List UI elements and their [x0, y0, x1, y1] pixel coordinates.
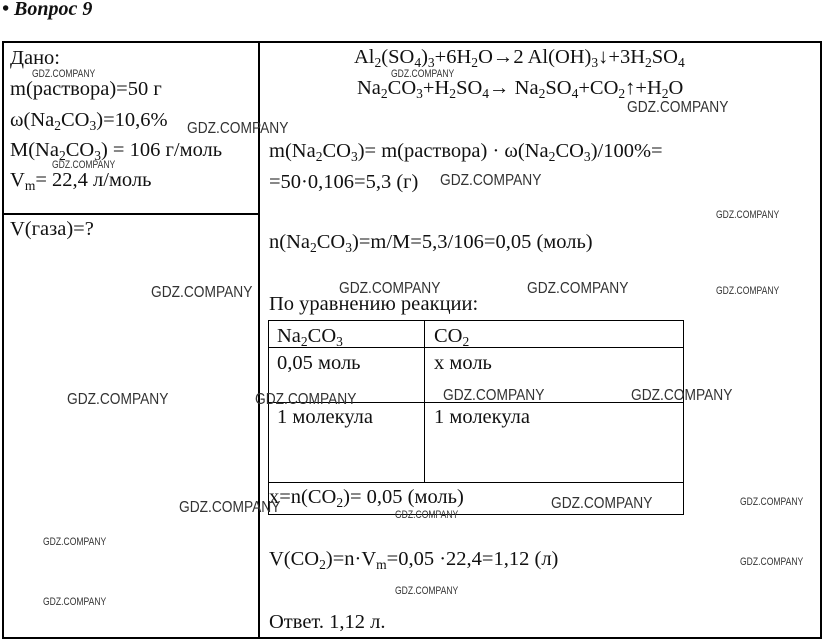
watermark: GDZ.COMPANY [52, 159, 116, 171]
ratio-table-top [268, 320, 684, 321]
ratio-table-mid-vertical [424, 320, 425, 482]
watermark: GDZ.COMPANY [43, 536, 107, 548]
frame-left-border [2, 41, 4, 639]
given-molar-mass: $M(Na_2CO_3) = 106$ г/моль [10, 139, 223, 164]
frame-top-border [2, 41, 822, 43]
ratio-head-product: $CO_2$ [434, 325, 470, 350]
watermark: GDZ.COMPANY [395, 585, 459, 597]
ratio-row1-reactant: 0,05 моль [277, 352, 361, 374]
watermark: GDZ.COMPANY [716, 285, 780, 297]
given-find-divider [2, 213, 260, 215]
moles-calculation: $n(Na_2CO_3)=m/M=5,3/106=0,05$ (моль) [269, 231, 593, 256]
ratio-row2-reactant: 1 молекула [277, 406, 374, 428]
watermark: GDZ.COMPANY [443, 387, 545, 404]
watermark: GDZ.COMPANY [339, 280, 441, 297]
watermark: GDZ.COMPANY [187, 120, 289, 137]
mass-calculation-line1: $m(Na_2CO_3)=$ m(раствора) · $\omega(Na_2CO_3)/100\%=$ [269, 140, 663, 165]
reaction-1: $Al_2(SO_4)_3+6H_2O\to 2$ $Al(OH)_3↓+3H_2SO_4$ [354, 46, 685, 71]
watermark: GDZ.COMPANY [716, 209, 780, 221]
watermark: GDZ.COMPANY [391, 68, 455, 80]
mass-calculation-line2: =50·0,106=5,3 (г) [269, 171, 419, 193]
watermark: GDZ.COMPANY [440, 172, 542, 189]
find-label: V(газа)=? [10, 218, 94, 240]
ratio-table-right [683, 320, 684, 515]
given-label: Дано: [10, 47, 60, 69]
watermark: GDZ.COMPANY [527, 280, 629, 297]
given-molar-volume: $V_m= 22,4$ л/моль [10, 169, 152, 194]
watermark: GDZ.COMPANY [740, 556, 804, 568]
watermark: GDZ.COMPANY [631, 387, 733, 404]
watermark: GDZ.COMPANY [627, 99, 729, 116]
ratio-head-reactant: $Na_2CO_3$ [277, 325, 343, 350]
reaction-2: $Na_2CO_3+H_2SO_4\to$ $Na_2SO_4+CO_2↑+H_2O$ [357, 77, 684, 102]
answer: Ответ. 1,12 л. [269, 611, 386, 633]
watermark: GDZ.COMPANY [32, 68, 96, 80]
ratio-table-bottom [268, 514, 684, 515]
watermark: GDZ.COMPANY [551, 495, 653, 512]
volume-calculation: $V(CO_2)=n\cdot V_m=0,05 \cdot 22,4=1,12$ (л) [269, 548, 559, 573]
ratio-row2-product: 1 молекула [434, 406, 531, 428]
frame-right-border [820, 41, 822, 639]
watermark: GDZ.COMPANY [179, 499, 281, 516]
given-mass-solution: m(раствора)=50 г [10, 78, 162, 100]
question-title: • Вопрос 9 [2, 0, 93, 20]
ratio-row1-product: x моль [434, 352, 492, 374]
ratio-result: $x=n(CO_2)= 0,05$ (моль) [269, 486, 464, 511]
watermark: GDZ.COMPANY [67, 391, 169, 408]
given-mass-fraction: $\omega(Na_2CO_3)=10,6\%$ [10, 109, 168, 134]
watermark: GDZ.COMPANY [255, 391, 357, 408]
by-equation-label: По уравнению реакции: [269, 293, 479, 315]
watermark: GDZ.COMPANY [43, 596, 107, 608]
watermark: GDZ.COMPANY [151, 284, 253, 301]
watermark: GDZ.COMPANY [395, 509, 459, 521]
watermark: GDZ.COMPANY [740, 496, 804, 508]
ratio-table-row-line-3 [268, 482, 684, 483]
